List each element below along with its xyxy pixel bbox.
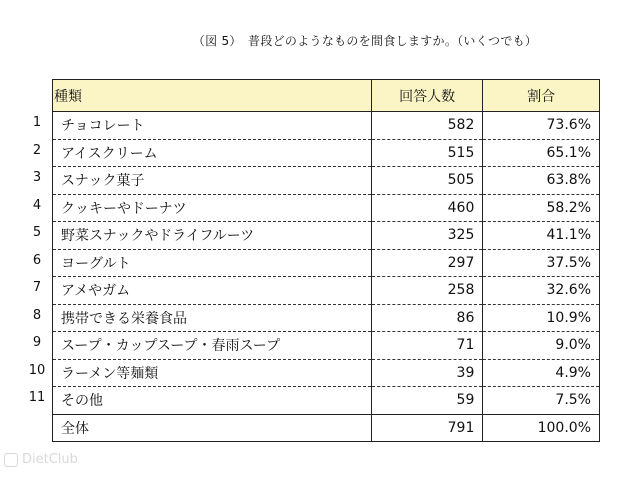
total-name: 全体 (53, 414, 372, 442)
table-row (53, 304, 600, 332)
cell-pct: 7.5% (483, 387, 600, 415)
cell-name: スナック菓子 (53, 167, 372, 195)
cell-name: アイスクリーム (53, 139, 372, 167)
cell-name: アメやガム (53, 277, 372, 305)
cell-count: 325 (371, 222, 483, 250)
cell-pct: 32.6% (483, 277, 600, 305)
header-pct: 割合 (483, 80, 600, 112)
cell-count: 258 (371, 277, 483, 305)
row-number: 4 (32, 197, 42, 213)
cell-name: クッキーやドーナツ (53, 194, 372, 222)
table-row (53, 112, 600, 140)
row-number: 9 (32, 335, 42, 350)
table-row (53, 249, 600, 277)
watermark-logo-icon (4, 453, 18, 467)
cell-pct: 37.5% (483, 249, 600, 277)
cell-pct: 4.9% (483, 359, 600, 387)
header-name: 種類 (53, 80, 372, 112)
total-count: 791 (371, 414, 483, 442)
table-header-row (53, 80, 600, 112)
table-row (53, 332, 600, 360)
caption-text: （図 5） 普段どのようなものを間食しますか。（いくつでも） (192, 34, 538, 48)
cell-pct: 58.2% (483, 194, 600, 222)
row-number: 1 (32, 115, 42, 130)
cell-name: その他 (53, 387, 372, 415)
cell-name: 携帯できる栄養食品 (53, 304, 372, 332)
table-row (53, 167, 600, 195)
cell-count: 505 (371, 167, 483, 195)
row-number: 10 (28, 362, 46, 378)
cell-count: 71 (371, 332, 483, 360)
watermark (4, 452, 78, 467)
row-number: 5 (32, 225, 42, 240)
table-total-row (53, 414, 600, 442)
table-row (53, 194, 600, 222)
cell-pct: 10.9% (483, 304, 600, 332)
row-number: 3 (32, 170, 42, 185)
cell-pct: 63.8% (483, 167, 600, 195)
cell-pct: 41.1% (483, 222, 600, 250)
table-row (53, 359, 600, 387)
row-number: 2 (32, 142, 42, 158)
cell-count: 297 (371, 249, 483, 277)
total-pct: 100.0% (483, 414, 600, 442)
table-body (53, 112, 600, 442)
cell-name: 野菜スナックやドライフルーツ (53, 222, 372, 250)
table-row (53, 139, 600, 167)
figure-caption (0, 32, 640, 49)
cell-pct: 9.0% (483, 332, 600, 360)
cell-pct: 73.6% (483, 112, 600, 140)
table-row (53, 277, 600, 305)
cell-name: スープ・カップスープ・春雨スープ (53, 332, 372, 360)
watermark-text: DietClub (22, 452, 78, 467)
cell-name: ラーメン等麺類 (53, 359, 372, 387)
cell-count: 59 (371, 387, 483, 415)
cell-count: 39 (371, 359, 483, 387)
row-number: 7 (32, 280, 42, 295)
row-number: 8 (32, 307, 42, 323)
table-row (53, 222, 600, 250)
cell-pct: 65.1% (483, 139, 600, 167)
snack-survey-table (52, 79, 600, 442)
cell-name: ヨーグルト (53, 249, 372, 277)
header-count: 回答人数 (371, 80, 483, 112)
row-number: 6 (32, 252, 42, 268)
cell-count: 460 (371, 194, 483, 222)
cell-count: 86 (371, 304, 483, 332)
table-row (53, 387, 600, 415)
row-number: 11 (28, 390, 46, 405)
cell-count: 515 (371, 139, 483, 167)
cell-name: チョコレート (53, 112, 372, 140)
cell-count: 582 (371, 112, 483, 140)
row-number-column (22, 109, 52, 412)
